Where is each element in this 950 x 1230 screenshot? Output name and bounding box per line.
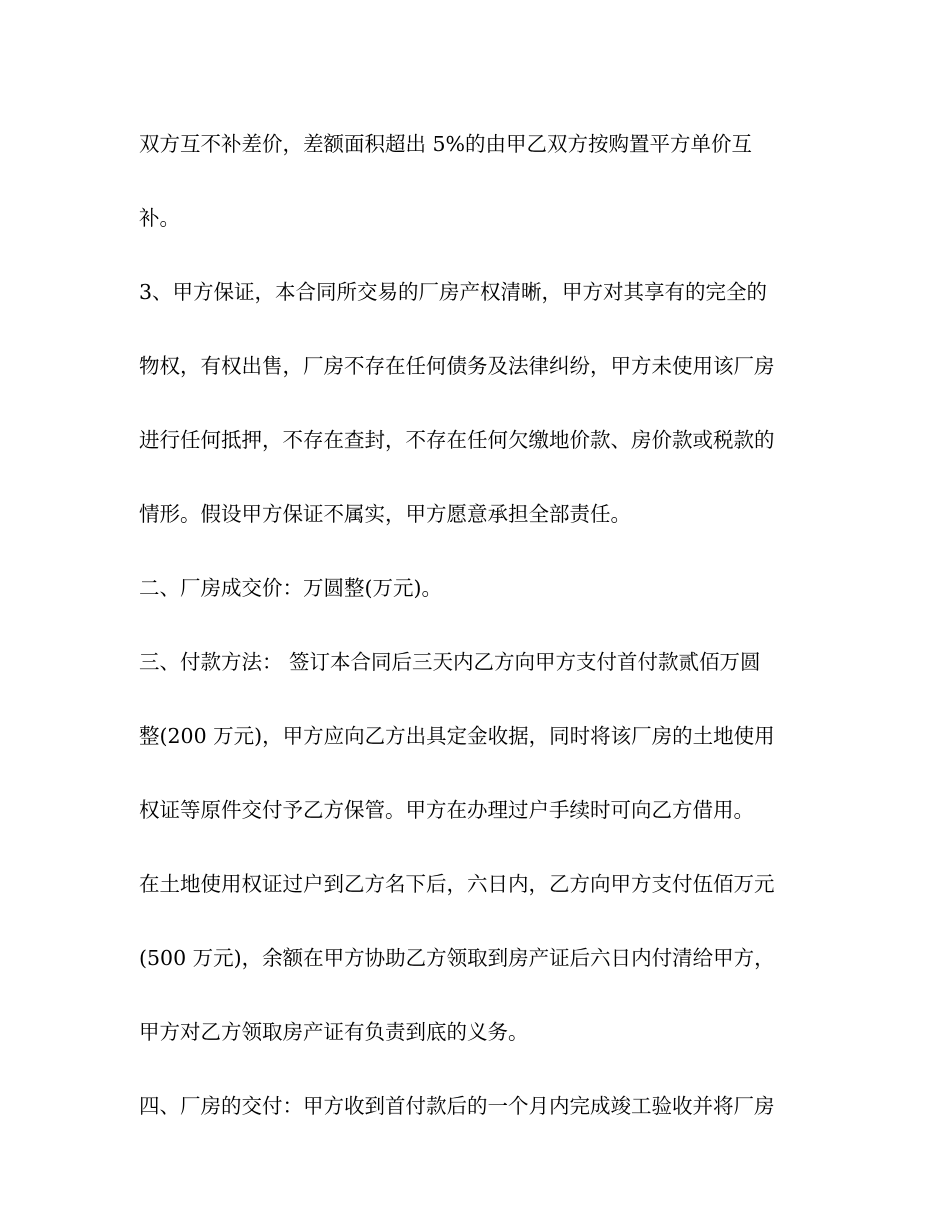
text-line: 3、甲方保证，本合同所交易的厂房产权清晰，甲方对其享有的完全的 <box>139 280 768 304</box>
text-line: 双方互不补差价，差额面积超出 5%的由甲乙双方按购置平方单价互 <box>139 132 753 156</box>
text-line: 情形。假设甲方保证不属实，甲方愿意承担全部责任。 <box>139 502 631 526</box>
text-line: 四、厂房的交付：甲方收到首付款后的一个月内完成竣工验收并将厂房 <box>139 1094 775 1118</box>
text-line: 整(200 万元)，甲方应向乙方出具定金收据，同时将该厂房的土地使用 <box>139 724 775 748</box>
text-line: 甲方对乙方领取房产证有负责到底的义务。 <box>139 1020 529 1044</box>
text-line: 二、厂房成交价：万圆整(万元)。 <box>139 576 442 600</box>
text-line: 物权，有权出售，厂房不存在任何债务及法律纠纷，甲方未使用该厂房 <box>139 354 775 378</box>
text-line: 在土地使用权证过户到乙方名下后，六日内，乙方向甲方支付伍佰万元 <box>139 872 775 896</box>
text-line: 补。 <box>139 206 180 230</box>
contract-body-text <box>139 126 829 1162</box>
text-line: 三、付款方法： 签订本合同后三天内乙方向甲方支付首付款贰佰万圆 <box>139 650 761 674</box>
text-line: 进行任何抵押，不存在查封，不存在任何欠缴地价款、房价款或税款的 <box>139 428 775 452</box>
text-line: (500 万元)，余额在甲方协助乙方领取到房产证后六日内付清给甲方， <box>139 946 775 970</box>
text-line: 权证等原件交付予乙方保管。甲方在办理过户手续时可向乙方借用。 <box>139 798 754 822</box>
